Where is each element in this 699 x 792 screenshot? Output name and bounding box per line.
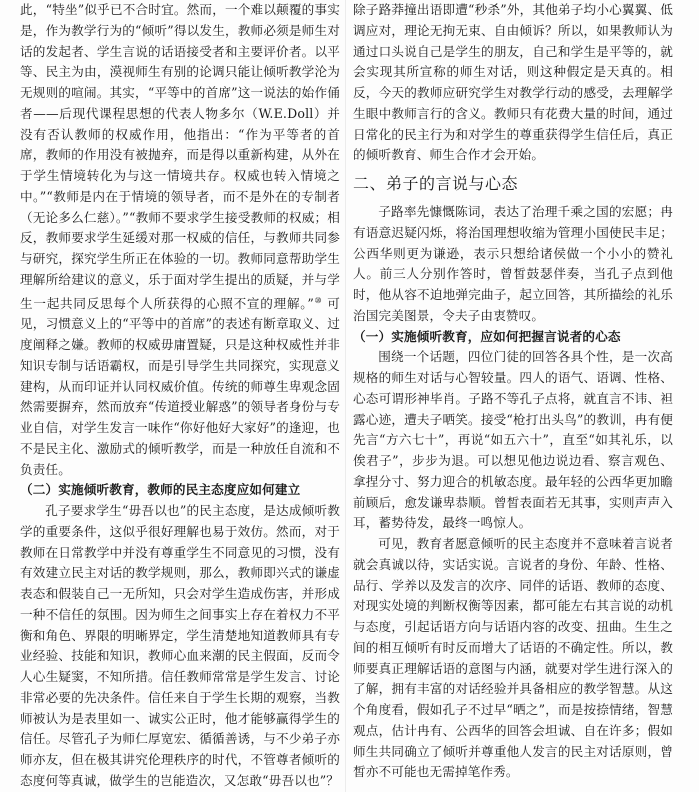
- section-heading: 二、弟子的言说与心态: [353, 174, 519, 193]
- footnote-marker: ⑩: [313, 295, 323, 305]
- paragraph-text: 可见，习惯意义上的“平等中的首席”的表述有断章取义、过度阐释之嫌。教师的权威毋庸置疑，只是这种权威性并非知识专制与话语霸权，而是引导学生共同探究，实现意义建构，从而印证并认同权威价值。传统的师尊生卑观念固然需要摒弃，然而放弃“传道授业解惑”的领导者身份与专业自信，对学生发言一味作“你好他好大家好”的逢迎，也不是民主化、激励式的倾听教学，而是一种放任自流和不负责任。: [20, 295, 340, 477]
- column-divider: [345, 0, 346, 792]
- section-subheading: （一）实施倾听教育，应如何把握言说者的心态: [353, 328, 621, 344]
- paragraph: [20, 0, 340, 480]
- paragraph: 除子路莽撞出语即遭“秒杀”外，其他弟子均小心翼翼、低调应对，理论无拘无束、自由倾诉？所以，如果教师认为通过口头说自己是学生的朋友，自己和学生是平等的，就会实现其所宣称的师生对话，则这种假定是天真的。相反，今天的教师应研究学生对教学行动的感受，去理解学生眼中教师言行的含义。教师只有花费大量的时间，通过日常化的民主行为和对学生的尊重获得学生信任后，真正的倾听教育、师生合作才会开始。: [353, 2, 673, 163]
- right-column: [353, 0, 673, 792]
- paragraph: 子路率先慷慨陈词，表达了治理千乘之国的宏愿；冉有语意迟疑闪烁，将治国理想收缩为管理小国使民丰足；公西华则更为谦逊，表示只想给诸侯做一个小小的赞礼人。前三人分别作答时，曾皙鼓瑟伴奏，当孔子点到他时，他从容不迫地弹完曲子，起立回答，其所描绘的礼乐治国完美图景，令夫子由衷赞叹。: [353, 204, 673, 323]
- paragraph: 可见，教育者愿意倾听的民主态度并不意味着言说者就会真诚以待，实话实说。言说者的身份、年龄、性格、品行、学养以及发言的次序、同伴的话语、教师的态度、对现实处境的判断权衡等因素，都可能左右其言说的动机与态度，引起话语方向与话语内容的改变、扭曲。生生之间的相互倾听有时反而增大了话语的不确定性。所以，教师要真正理解话语的意图与内涵，就要对学生进行深入的了解，拥有丰富的对话经验并具备相应的教学智慧。从这个角度看，假如孔子不过早“晒之”，而是按捺情绪，智慧观点，估计冉有、公西华的回答会坦诚、自在许多；假如师生共同确立了倾听并尊重他人发言的民主对话原则，曾皙亦不可能也无需掉笔作秀。: [353, 536, 673, 780]
- paragraph: 围绕一个话题，四位门徒的回答各具个性，是一次高规格的师生对话与心智较量。四人的语气、语调、性格、心态可谓形神毕肖。子路不等孔子点将，就直言不讳、袒露心迹，遭夫子哂笑。接受“枪打出头鸟”的教训，冉有便先言“方六七十”，再说“如五六十”，直至“如其礼乐，以俟君子”，步步为退。可以想见他边说边看、察言观色、拿捏分寸、努力迎合的机敏态度。最年轻的公西华更加瞻前顾后，愈发谦卑恭顺。曾皙表面若无其事，实则声声入耳，蓄势待发，最终一鸣惊人。: [353, 349, 673, 531]
- paragraph: 孔子要求学生“毋吾以也”的民主态度，是达成倾听教学的重要条件，这似乎很好理解也易于效仿。然而，对于教师在日常教学中并没有尊重学生不同意见的习惯，没有有效建立民主对话的教学规则，那么，教师即兴式的谦虚表态和假装自己一无所知，只会对学生造成伤害，并形成一种不信任的氛围。因为师生之间事实上存在着权力不平衡和角色、界限的明晰界定，学生清楚地知道教师具有专业经验、技能和知识，教师心血来潮的民主假面，反而令人心生疑窦，不知所措。信任教师常常是学生发言、讨论非常必要的先决条件。信任来自于学生长期的观察，当教师被认为是表里如一、诚实公正时，他才能够赢得学生的信任。尽管孔子为师仁厚宽宏、循循善诱，与不少弟子亦师亦友，但在极其讲究伦理秩序的时代，不管尊者倾听的态度何等真诚，做学生的岂能造次，又怎敢“毋吾以也”？: [20, 503, 340, 788]
- left-column: [20, 0, 340, 792]
- section-subheading: （二）实施倾听教育，教师的民主态度应如何建立: [20, 482, 301, 498]
- paragraph-text: 此，“特坐”似乎已不合时宜。然而，一个难以颠覆的事实是，作为教学行为的“倾听”得以发生，教师必须是师生对话的发起者、学生言说的话语接受者和主要评价者。以平等、民主为由，漠视师生有别的论调只能让倾听教学沦为无规则的喧闹。其实，“平等中的首席”这一说法的始作俑者——后现代课程思想的代表人物多尔（W.E.Doll）并没有否认教师的权威作用，他指出：“作为平等者的首席，教师的作用没有被抛弃，而是得以重新构建，从外在于学生情境转化为与这一情境共存。权威也转入情境之中。”“教师是内在于情境的领导者，而不是外在的专制者（无论多么仁慈）。”“教师不要求学生接受教师的权威；相反，教师要求学生延缓对那一权威的信任，与教师共同参与研究，探究学生所正在体验的一切。教师同意帮助学生理解所给建议的意义，乐于面对学生提出的质疑，并与学生一起共同反思每个人所获得的心照不宣的理解。”: [20, 2, 340, 311]
